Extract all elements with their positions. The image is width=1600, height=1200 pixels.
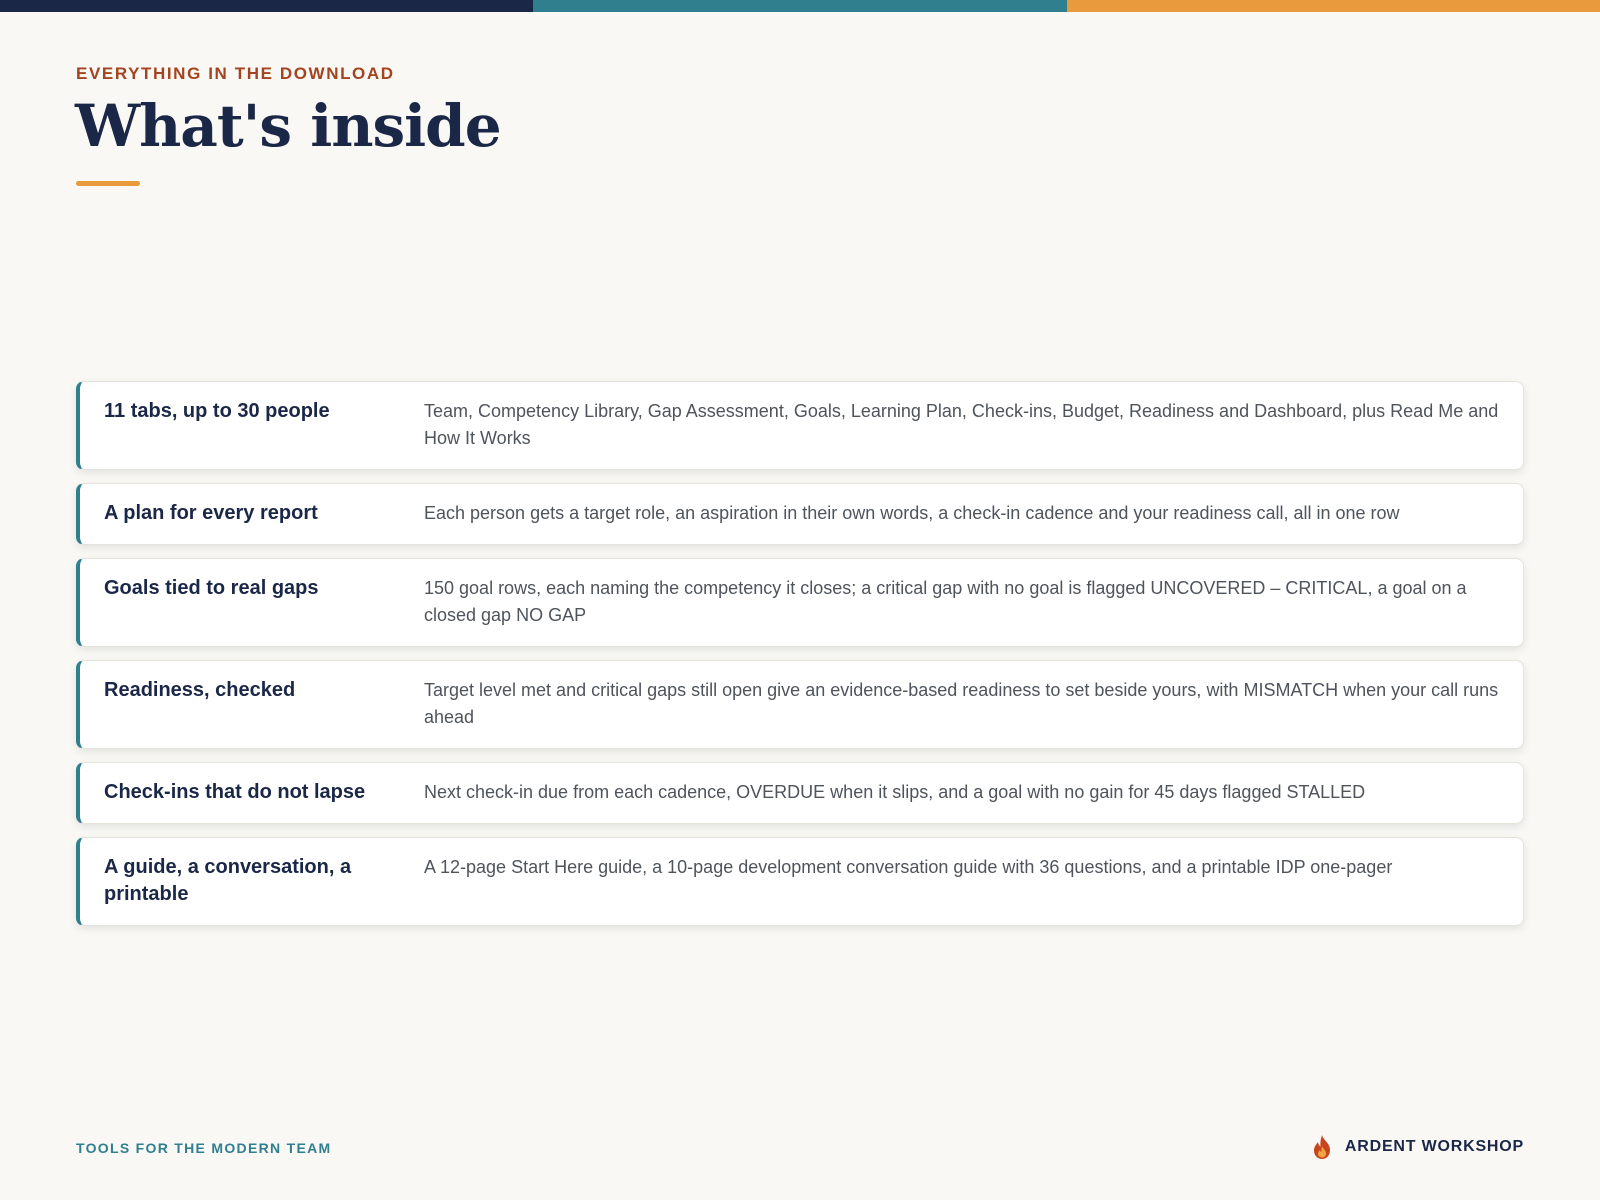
feature-description: A 12-page Start Here guide, a 10-page development conversation guide with 36 questions, and a printable IDP one-pager xyxy=(424,857,1393,877)
feature-title: A plan for every report xyxy=(104,502,318,524)
top-accent-bar xyxy=(0,0,1600,12)
flame-icon xyxy=(1311,1134,1333,1160)
feature-title: 11 tabs, up to 30 people xyxy=(104,400,330,422)
feature-row xyxy=(76,558,1524,647)
feature-title: Goals tied to real gaps xyxy=(104,577,319,599)
feature-title: Check-ins that do not lapse xyxy=(104,781,366,803)
feature-row xyxy=(76,483,1524,545)
feature-description: Next check-in due from each cadence, OVERDUE when it slips, and a goal with no gain for 45 days flagged STALLED xyxy=(424,782,1366,802)
top-bar-teal xyxy=(533,0,1066,12)
feature-row xyxy=(76,660,1524,749)
feature-row xyxy=(76,762,1524,824)
feature-description: Each person gets a target role, an aspiration in their own words, a check-in cadence and your readiness call, all in one row xyxy=(424,503,1400,523)
feature-description: Target level met and critical gaps still open give an evidence-based readiness to set beside yours, with MISMATCH when your call runs ahead xyxy=(424,680,1499,727)
feature-row xyxy=(76,837,1524,926)
feature-row xyxy=(76,381,1524,470)
feature-list xyxy=(76,381,1524,939)
feature-description: 150 goal rows, each naming the competency it closes; a critical gap with no goal is flagged UNCOVERED – CRITICAL, a goal on a closed gap NO GAP xyxy=(424,578,1467,625)
title-underline xyxy=(76,181,140,186)
brand-lockup xyxy=(1311,1134,1524,1160)
footer-tagline: TOOLS FOR THE MODERN TEAM xyxy=(76,1140,332,1156)
feature-title: Readiness, checked xyxy=(104,679,296,701)
feature-description: Team, Competency Library, Gap Assessment, Goals, Learning Plan, Check-ins, Budget, Readiness and Dashboard, plus Read Me and How It Works xyxy=(424,401,1499,448)
top-bar-navy xyxy=(0,0,533,12)
eyebrow-label: EVERYTHING IN THE DOWNLOAD xyxy=(76,64,395,83)
top-bar-orange xyxy=(1067,0,1600,12)
page-title: What's inside xyxy=(75,92,501,160)
brand-name: ARDENT WORKSHOP xyxy=(1344,1138,1524,1155)
feature-title: A guide, a conversation, a printable xyxy=(104,856,352,905)
